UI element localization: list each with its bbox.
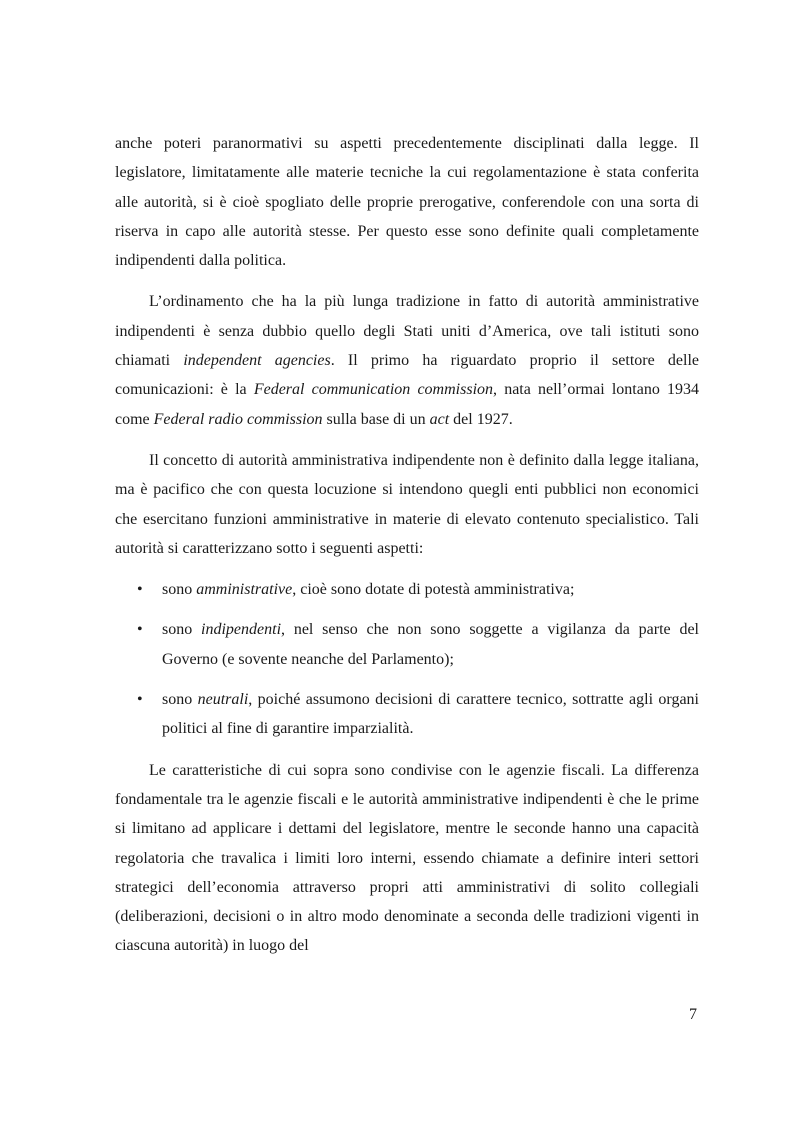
- list-item: [115, 685, 699, 744]
- paragraph-1: anche poteri paranormativi su aspetti precedentemente disciplinati dalla legge. Il legislatore, limitatamente alle materie tecniche la cui regolamentazione è stata conferita alle autorità, si è cioè spogliato delle proprie prerogative, conferendole con una sorta di riserva in capo alle autorità stesse. Per questo esse sono definite quali completamente indipendenti dalla politica.: [115, 135, 699, 270]
- list-item-post: , poiché assumono decisioni di carattere tecnico, sottratte agli organi politici al fine di garantire imparzialità.: [162, 691, 699, 738]
- document-body: [115, 129, 699, 973]
- bullet-icon: •: [137, 691, 143, 709]
- list-item-term: neutrali: [197, 691, 249, 709]
- list-item: [115, 615, 699, 674]
- list-item-pre: sono: [162, 621, 202, 639]
- paragraph-2-text-i: del 1927.: [449, 410, 513, 428]
- paragraph-2: [115, 287, 699, 433]
- paragraph-2-text-e: , nata nell’ormai lontano 1934 come: [115, 381, 699, 428]
- list-item-post: , cioè sono dotate di potestà amministrativa;: [292, 581, 575, 599]
- list-item-post: , nel senso che non sono soggette a vigilanza da parte del Governo (e sovente neanche del Parlamento);: [162, 621, 699, 668]
- paragraph-2-text-c: . Il primo ha riguardato proprio il settore delle comunicazioni: è la: [115, 352, 700, 399]
- italic-term-frc: Federal radio commission: [153, 410, 323, 428]
- bullet-icon: •: [137, 581, 143, 599]
- italic-term-act: act: [429, 410, 450, 428]
- italic-term-independent-agencies: independent agencies: [183, 352, 331, 370]
- list-item-pre: sono: [162, 581, 197, 599]
- list-item-pre: sono: [162, 691, 198, 709]
- paragraph-3: Il concetto di autorità amministrativa indipendente non è definito dalla legge italiana, ma è pacifico che con questa locuzione si intendono quegli enti pubblici non economici che esercitano funzioni amministrative in materie di elevato contenuto specialistico. Tali autorità si caratterizzano sotto i seguenti aspetti:: [115, 451, 699, 557]
- list-item-term: indipendenti: [201, 621, 282, 639]
- page-number: 7: [689, 1006, 697, 1023]
- bullet-icon: •: [137, 621, 143, 639]
- paragraph-4: Le caratteristiche di cui sopra sono condivise con le agenzie fiscali. La differenza fondamentale tra le agenzie fiscali e le autorità amministrative indipendenti è che le prime si limitano ad applicare i dettami del legislatore, mentre le seconde hanno una capacità regolatoria che travalica i limiti loro interni, essendo chiamate a definire interi settori strategici dell’economia attraverso propri atti amministrativi di solito collegiali (deliberazioni, decisioni o in altro modo denominate a seconda delle tradizioni vigenti in ciascuna autorità) in luogo del: [115, 761, 699, 955]
- paragraph-2-text-a: L’ordinamento che ha la più lunga tradizione in fatto di autorità amministrative indipendenti è senza dubbio quello degli Stati uniti d’America, ove tali istituti sono chiamati: [115, 293, 699, 370]
- list-item-term: amministrative: [196, 581, 293, 599]
- list-item: [115, 575, 699, 604]
- characteristics-list: [115, 575, 699, 743]
- paragraph-2-text-g: sulla base di un: [322, 410, 430, 428]
- italic-term-fcc: Federal communication commission: [253, 381, 494, 399]
